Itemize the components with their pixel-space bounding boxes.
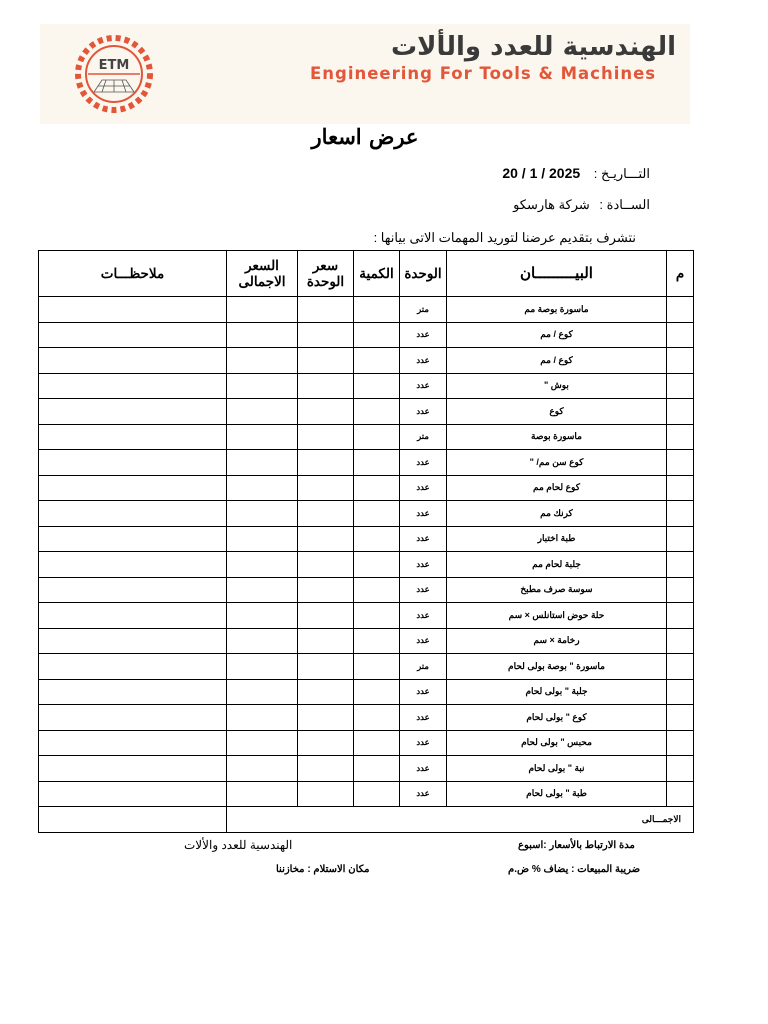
total-label: الاجمـــالى: [227, 807, 694, 833]
total-notes-cell: [39, 807, 227, 833]
intro-text: نتشرف بتقديم عرضنا لتوريد المهمات الاتى بيانها :: [373, 230, 636, 245]
unit-cell: متر: [400, 654, 447, 680]
table-row: [39, 399, 694, 425]
notes-cell: [39, 756, 227, 782]
unit-price-cell: [298, 373, 354, 399]
quantity-cell: [354, 756, 400, 782]
notes-cell: [39, 705, 227, 731]
number-cell: [667, 450, 694, 476]
unit-cell: عدد: [400, 526, 447, 552]
total-price-cell: [227, 526, 298, 552]
description-cell: ماسورة بوصة: [447, 424, 667, 450]
notes-cell: [39, 730, 227, 756]
table-header-row: [39, 251, 694, 297]
unit-price-cell: [298, 730, 354, 756]
table-row: [39, 297, 694, 323]
header-quantity: الكمية: [354, 251, 400, 297]
table-row: [39, 628, 694, 654]
quantity-cell: [354, 373, 400, 399]
quantity-cell: [354, 730, 400, 756]
unit-price-cell: [298, 756, 354, 782]
total-price-cell: [227, 552, 298, 578]
description-cell: كوع: [447, 399, 667, 425]
sales-tax: ضريبة المبيعات : يضاف % ض.م: [508, 864, 641, 875]
notes-cell: [39, 450, 227, 476]
unit-cell: عدد: [400, 679, 447, 705]
number-cell: [667, 781, 694, 807]
table-row: [39, 501, 694, 527]
quantity-cell: [354, 322, 400, 348]
items-table: [38, 250, 694, 833]
unit-price-cell: [298, 628, 354, 654]
quantity-cell: [354, 705, 400, 731]
quantity-cell: [354, 501, 400, 527]
total-price-cell: [227, 679, 298, 705]
unit-price-cell: [298, 781, 354, 807]
description-cell: كوع سن مم/ ": [447, 450, 667, 476]
description-cell: ماسورة " بوصة بولى لحام: [447, 654, 667, 680]
unit-price-cell: [298, 705, 354, 731]
notes-cell: [39, 526, 227, 552]
total-price-cell: [227, 603, 298, 629]
table-row: [39, 654, 694, 680]
unit-price-cell: [298, 322, 354, 348]
notes-cell: [39, 552, 227, 578]
company-logo: [64, 34, 164, 114]
total-price-cell: [227, 399, 298, 425]
description-cell: كرنك مم: [447, 501, 667, 527]
unit-price-cell: [298, 297, 354, 323]
notes-cell: [39, 781, 227, 807]
table-row: [39, 603, 694, 629]
recipient-value: شركة هارسكو: [513, 197, 590, 212]
header-total-price: السعر الاجمالى: [227, 251, 298, 297]
notes-cell: [39, 603, 227, 629]
quantity-cell: [354, 654, 400, 680]
notes-cell: [39, 297, 227, 323]
unit-price-cell: [298, 399, 354, 425]
unit-price-cell: [298, 501, 354, 527]
quantity-cell: [354, 526, 400, 552]
quantity-cell: [354, 577, 400, 603]
table-row: [39, 348, 694, 374]
table-row: [39, 730, 694, 756]
number-cell: [667, 475, 694, 501]
table-row: [39, 756, 694, 782]
notes-cell: [39, 424, 227, 450]
unit-cell: عدد: [400, 756, 447, 782]
unit-cell: عدد: [400, 399, 447, 425]
table-row: [39, 679, 694, 705]
delivery-place: مكان الاستلام : مخازننا: [276, 864, 370, 875]
company-signature: الهندسية للعدد والألات: [184, 838, 293, 852]
quantity-cell: [354, 679, 400, 705]
total-price-cell: [227, 577, 298, 603]
notes-cell: [39, 628, 227, 654]
unit-price-cell: [298, 526, 354, 552]
description-cell: كوع / مم: [447, 348, 667, 374]
header-number: م: [667, 251, 694, 297]
unit-cell: عدد: [400, 781, 447, 807]
description-cell: ماسورة بوصة مم: [447, 297, 667, 323]
recipient-label: الســادة :: [599, 197, 650, 212]
number-cell: [667, 322, 694, 348]
unit-price-cell: [298, 424, 354, 450]
table-row: [39, 450, 694, 476]
quantity-cell: [354, 424, 400, 450]
total-price-cell: [227, 501, 298, 527]
number-cell: [667, 654, 694, 680]
number-cell: [667, 424, 694, 450]
description-cell: رخامة × سم: [447, 628, 667, 654]
description-cell: كوع / مم: [447, 322, 667, 348]
description-cell: جلبة لحام مم: [447, 552, 667, 578]
quantity-cell: [354, 348, 400, 374]
notes-cell: [39, 399, 227, 425]
quantity-cell: [354, 603, 400, 629]
table-row: [39, 424, 694, 450]
total-price-cell: [227, 450, 298, 476]
recipient-line: [513, 197, 650, 213]
date-value: 20 / 1 / 2025: [502, 165, 581, 181]
number-cell: [667, 756, 694, 782]
unit-cell: عدد: [400, 450, 447, 476]
unit-cell: عدد: [400, 730, 447, 756]
unit-cell: متر: [400, 424, 447, 450]
number-cell: [667, 705, 694, 731]
number-cell: [667, 628, 694, 654]
unit-cell: عدد: [400, 322, 447, 348]
date-line: [502, 165, 650, 182]
total-price-cell: [227, 781, 298, 807]
unit-cell: عدد: [400, 628, 447, 654]
number-cell: [667, 373, 694, 399]
letterhead: [40, 24, 690, 124]
description-cell: كوع " بولى لحام: [447, 705, 667, 731]
number-cell: [667, 399, 694, 425]
description-cell: بوش ": [447, 373, 667, 399]
total-price-cell: [227, 654, 298, 680]
notes-cell: [39, 373, 227, 399]
price-validity: مدة الارتباط بالأسعار :اسبوع: [518, 840, 635, 851]
date-label: التـــاريـخ :: [593, 166, 650, 181]
number-cell: [667, 577, 694, 603]
quantity-cell: [354, 450, 400, 476]
total-price-cell: [227, 424, 298, 450]
table-row: [39, 373, 694, 399]
number-cell: [667, 501, 694, 527]
description-cell: سوسة صرف مطبخ: [447, 577, 667, 603]
number-cell: [667, 526, 694, 552]
notes-cell: [39, 475, 227, 501]
description-cell: جلبة " بولى لحام: [447, 679, 667, 705]
table-row: [39, 781, 694, 807]
description-cell: نبة " بولى لحام: [447, 756, 667, 782]
svg-text:ETM: ETM: [98, 58, 130, 73]
quantity-cell: [354, 399, 400, 425]
unit-price-cell: [298, 450, 354, 476]
total-price-cell: [227, 348, 298, 374]
quantity-cell: [354, 552, 400, 578]
number-cell: [667, 730, 694, 756]
company-name-arabic: الهندسية للعدد والألات: [390, 32, 676, 62]
header-unit: الوحدة: [400, 251, 447, 297]
table-row: [39, 526, 694, 552]
total-price-cell: [227, 705, 298, 731]
number-cell: [667, 552, 694, 578]
unit-price-cell: [298, 552, 354, 578]
number-cell: [667, 297, 694, 323]
header-description: البيـــــــــان: [447, 251, 667, 297]
table-row: [39, 552, 694, 578]
unit-cell: عدد: [400, 705, 447, 731]
unit-price-cell: [298, 577, 354, 603]
unit-cell: عدد: [400, 475, 447, 501]
notes-cell: [39, 348, 227, 374]
unit-cell: عدد: [400, 552, 447, 578]
total-price-cell: [227, 475, 298, 501]
total-price-cell: [227, 756, 298, 782]
table-row: [39, 322, 694, 348]
unit-price-cell: [298, 348, 354, 374]
notes-cell: [39, 322, 227, 348]
document-title: عرض اسعار: [311, 124, 419, 149]
notes-cell: [39, 577, 227, 603]
total-price-cell: [227, 373, 298, 399]
total-price-cell: [227, 730, 298, 756]
description-cell: حلة حوض استانلس × سم: [447, 603, 667, 629]
number-cell: [667, 348, 694, 374]
quantity-cell: [354, 781, 400, 807]
table-row: [39, 705, 694, 731]
notes-cell: [39, 679, 227, 705]
header-unit-price: سعر الوحدة: [298, 251, 354, 297]
description-cell: محبس " بولى لحام: [447, 730, 667, 756]
quantity-cell: [354, 475, 400, 501]
table-row: [39, 475, 694, 501]
unit-cell: عدد: [400, 348, 447, 374]
unit-price-cell: [298, 679, 354, 705]
header-notes: ملاحظـــات: [39, 251, 227, 297]
description-cell: كوع لحام مم: [447, 475, 667, 501]
number-cell: [667, 679, 694, 705]
table-row: [39, 577, 694, 603]
unit-cell: عدد: [400, 603, 447, 629]
unit-cell: عدد: [400, 373, 447, 399]
total-price-cell: [227, 322, 298, 348]
total-price-cell: [227, 297, 298, 323]
quantity-cell: [354, 297, 400, 323]
total-price-cell: [227, 628, 298, 654]
number-cell: [667, 603, 694, 629]
unit-price-cell: [298, 603, 354, 629]
description-cell: طبة اختبار: [447, 526, 667, 552]
unit-cell: عدد: [400, 501, 447, 527]
notes-cell: [39, 654, 227, 680]
unit-price-cell: [298, 654, 354, 680]
unit-price-cell: [298, 475, 354, 501]
company-name-english: Engineering For Tools & Machines: [310, 64, 657, 83]
quantity-cell: [354, 628, 400, 654]
unit-cell: عدد: [400, 577, 447, 603]
total-row: [39, 807, 694, 833]
notes-cell: [39, 501, 227, 527]
unit-cell: متر: [400, 297, 447, 323]
description-cell: طبة " بولى لحام: [447, 781, 667, 807]
